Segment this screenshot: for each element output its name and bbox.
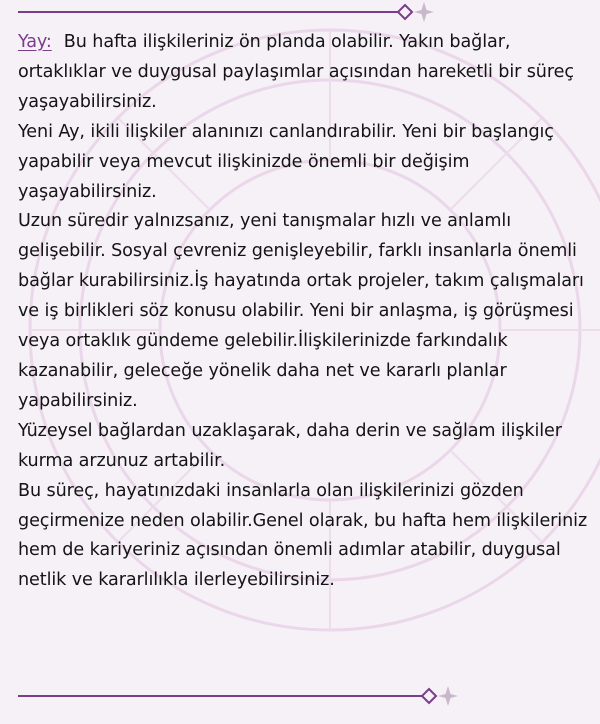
paragraph-2: Yeni Ay, ikili ilişkiler alanınızı canlandırabilir. Yeni bir başlangıç yapabilir veya mevcut ilişkinizde önemli bir değişim yaşayabilirsiniz. xyxy=(18,121,554,202)
paragraph-4: Yüzeysel bağlardan uzaklaşarak, daha derin ve sağlam ilişkiler kurma arzunuz artabilir. xyxy=(18,420,562,471)
paragraph-1 xyxy=(18,28,588,118)
top-divider xyxy=(0,0,600,24)
paragraph-3: Uzun süredir yalnızsanız, yeni tanışmalar hızlı ve anlamlı gelişebilir. Sosyal çevreniz genişleyebilir, farklı insanlarla önemli bağlar kurabilirsiniz.İş hayatında ortak projeler, takım çalışmaları ve iş birlikleri söz konusu olabilir. Yeni bir anlaşma, iş görüşmesi veya ortaklık gündeme gelebilir.İlişkilerinizde farkındalık kazanabilir, geleceğe yönelik daha net ve kararlı planlar yapabilirsiniz. xyxy=(18,211,584,411)
paragraph-1-text: Bu hafta ilişkileriniz ön planda olabilir. Yakın bağlar, ortaklıklar ve duygusal paylaşımlar açısından hareketli bir süreç yaşayabilirsiniz. xyxy=(18,32,574,112)
sign-heading: Yay: xyxy=(18,32,52,52)
paragraph-5: Bu süreç, hayatınızdaki insanlarla olan ilişkilerinizi gözden geçirmenize neden olabilir.Genel olarak, bu hafta hem ilişkileriniz hem de kariyeriniz açısından önemli adımlar atabilir, duygusal netlik ve kararlılıkla ilerleyebilirsiniz. xyxy=(18,480,588,591)
bottom-divider xyxy=(0,684,600,708)
horoscope-text xyxy=(18,28,588,596)
